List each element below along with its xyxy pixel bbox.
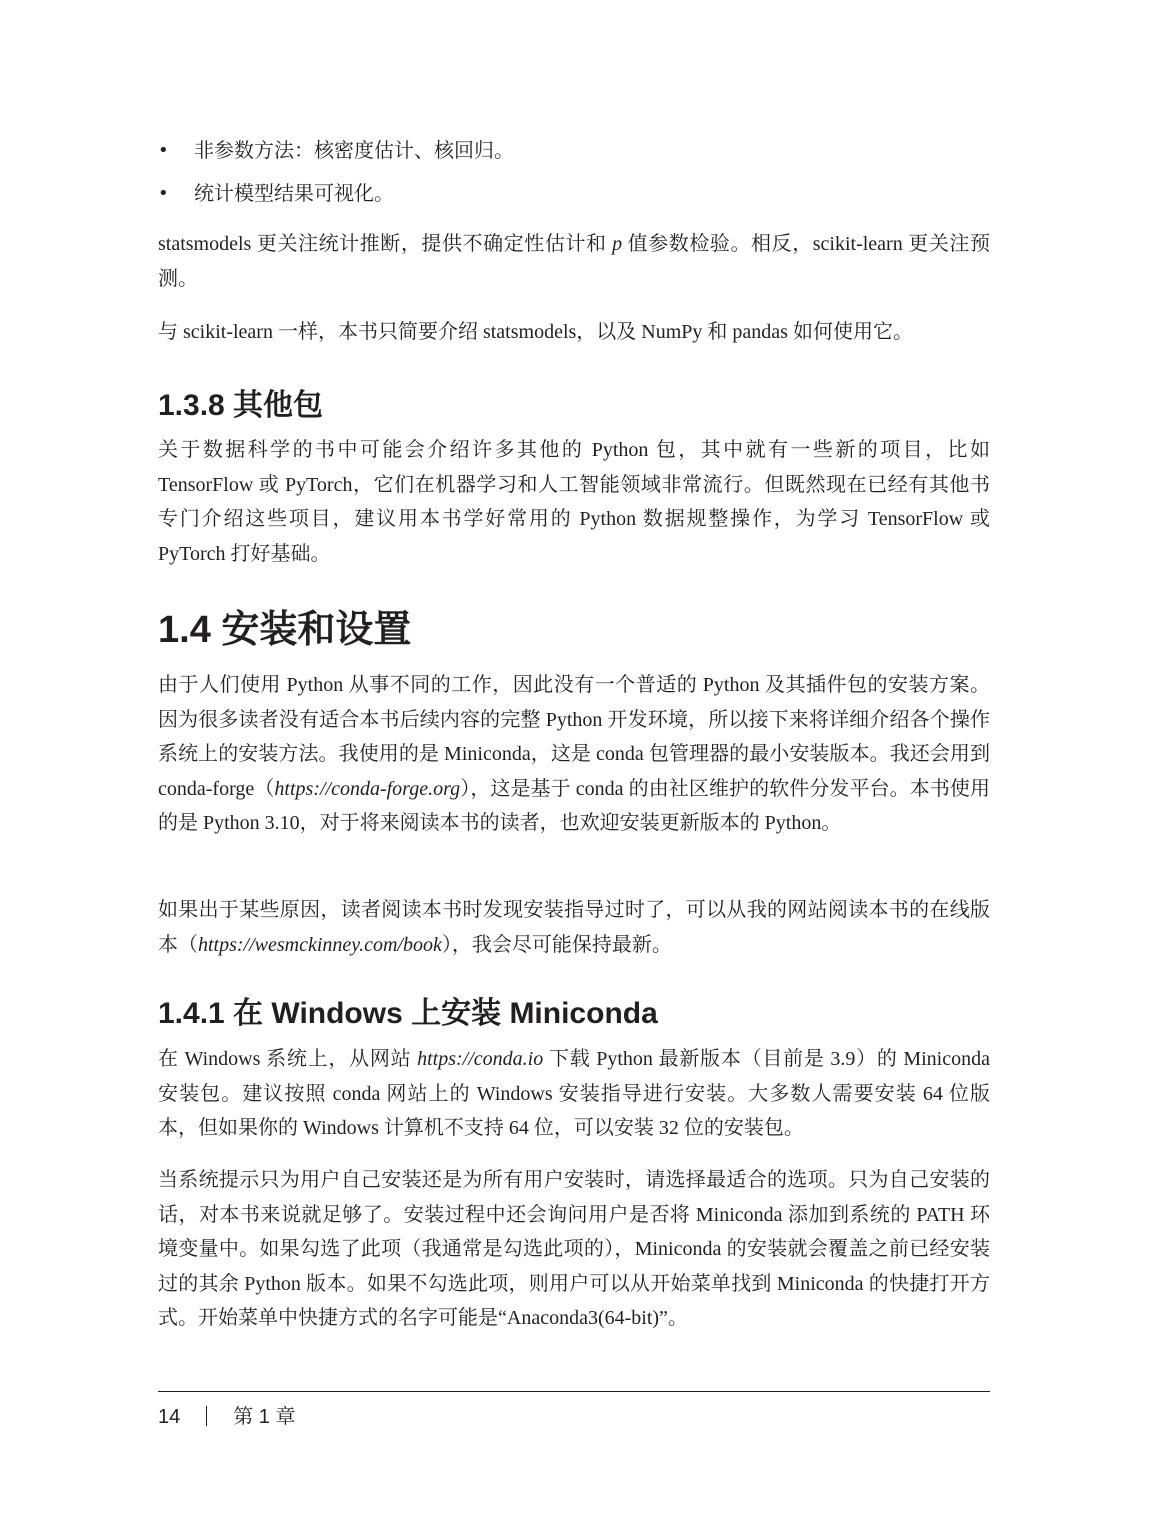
paragraph-installation	[158, 668, 990, 841]
paragraph-statsmodels	[158, 227, 990, 296]
text-run: 下载 Python 最新版本（目前是 3.9）的 Miniconda 安装包。建议按照 conda 网站上的 Windows 安装指导进行安装。大多数人需要安装 64 位版本，但如果你的 Windows 计算机不支持 64 位，可以安装 32 位的安装包。	[158, 1048, 990, 1140]
section-heading-1-4: 1.4 安装和设置	[158, 609, 412, 651]
text-run: statsmodels 更关注统计推断，提供不确定性估计和	[158, 233, 613, 255]
link-conda-io[interactable]: https://conda.io	[417, 1048, 544, 1070]
text-run: ），这是基于 conda 的由社区维护的软件分发平台。本书使用的是 Python 3.10，对于将来阅读本书的读者，也欢迎安装更新版本的 Python。	[158, 777, 990, 835]
bullet-icon: •	[158, 183, 169, 204]
bullet-icon: •	[158, 140, 169, 161]
text-run: 如果出于某些原因，读者阅读本书时发现安装指导过时了，可以从我的网站阅读本书的在线版本（	[158, 899, 990, 956]
chapter-label: 第 1 章	[233, 1406, 296, 1428]
page-number: 14	[158, 1406, 181, 1428]
bullet-item	[158, 133, 990, 176]
link-wesmckinney-book[interactable]: https://wesmckinney.com/book	[198, 933, 442, 956]
italic-p: p	[612, 233, 623, 255]
text-run: ），我会尽可能保持最新。	[441, 933, 672, 956]
footer-separator	[206, 1406, 207, 1426]
bullet-text: 非参数方法：核密度估计、核回归。	[194, 140, 514, 162]
bullet-item	[158, 176, 990, 219]
text-run: 由于人们使用 Python 从事不同的工作，因此没有一个普适的 Python 及其插件包的安装方案。因为很多读者没有适合本书后续内容的完整 Python 开发环境，所以接下来将详细介绍各个操作系统上的安装方法。我使用的是 Miniconda，这是 conda 包管理器的最小安装版本。我还会用到 conda-forge（	[158, 674, 990, 800]
footer-divider	[158, 1391, 990, 1392]
bullet-list	[158, 133, 990, 219]
paragraph-windows-install-options: 当系统提示只为用户自己安装还是为所有用户安装时，请选择最适合的选项。只为自己安装的话，对本书来说就足够了。安装过程中还会询问用户是否将 Miniconda 添加到系统的 PATH 环境变量中。如果勾选了此项（我通常是勾选此项的），Miniconda 的安装就会覆盖之前已经安装过的其余 Python 版本。如果不勾选此项，则用户可以从开始菜单找到 Miniconda 的快捷打开方式。开始菜单中快捷方式的名字可能是“Anaconda3(64-bit)”。	[158, 1169, 990, 1330]
paragraph-online-version	[158, 893, 990, 962]
text-run: 值参数检验。相反，scikit-learn 更关注预测。	[158, 233, 990, 290]
paragraph-other-packages: 关于数据科学的书中可能会介绍许多其他的 Python 包，其中就有一些新的项目，比如 TensorFlow 或 PyTorch，它们在机器学习和人工智能领域非常流行。但既然现在已经有其他书专门介绍这些项目，建议用本书学好常用的 Python 数据规整操作，为学习 TensorFlow 或 PyTorch 打好基础。	[158, 439, 990, 565]
section-heading-1-3-8: 1.3.8 其他包	[158, 389, 324, 422]
link-conda-forge[interactable]: https://conda-forge.org	[274, 777, 461, 800]
paragraph-windows-download	[158, 1042, 990, 1146]
bullet-text: 统计模型结果可视化。	[194, 183, 394, 205]
page-footer	[158, 1403, 296, 1431]
section-heading-1-4-1: 1.4.1 在 Windows 上安装 Miniconda	[158, 997, 658, 1030]
text-run: 在 Windows 系统上，从网站	[158, 1048, 418, 1070]
paragraph-scikit-learn: 与 scikit-learn 一样，本书只简要介绍 statsmodels，以及 NumPy 和 pandas 如何使用它。	[158, 321, 913, 343]
